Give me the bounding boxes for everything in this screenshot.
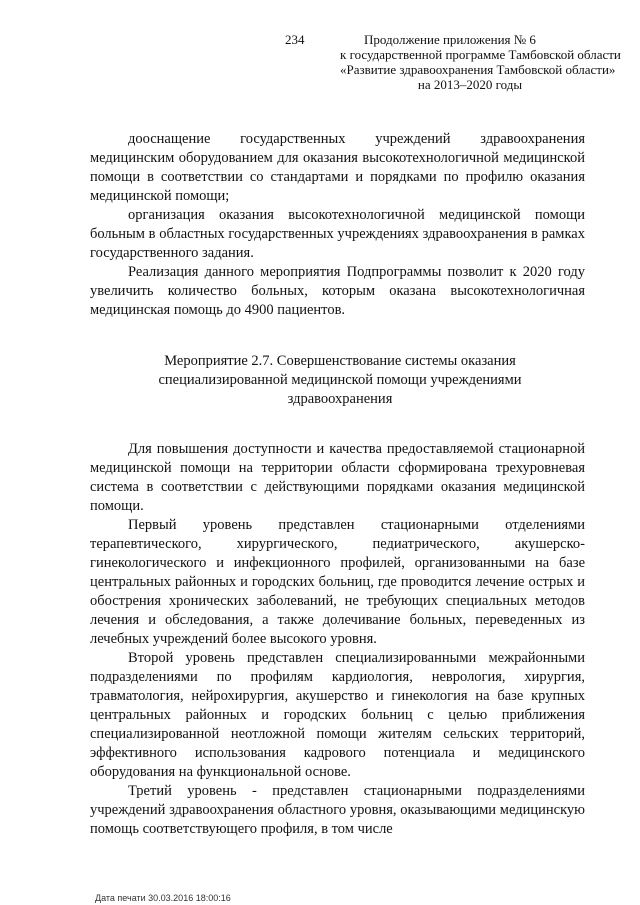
print-date-note: Дата печати 30.03.2016 18:00:16 [95, 893, 231, 903]
paragraph-equipment: дооснащение государственных учреждений здравоохранения медицинским оборудованием для оказания высокотехнологичной медицинской помощи в соответствии со стандартами и порядками по профилю оказания медицинской помощи; [90, 131, 585, 204]
paragraph-intro: Для повышения доступности и качества предоставляемой стационарной медицинской помощи на территории области сформирована трехуровневая система в соответствии с действующими порядками оказания медицинской помощи. [90, 441, 585, 514]
text-block-three-level-system [90, 440, 585, 839]
page-header [280, 32, 621, 92]
paragraph-first-level: Первый уровень представлен стационарными отделениями терапевтического, хирургического, педиатрического, акушерско-гинекологического и инфекционного профилей, организованными на базе центральных районных и городских больниц, где проводится лечение острых и обострения хронических заболеваний, не требующих специальных методов лечения и обследования, а также долечивание больных, переведенных из лечебных учреждений более высокого уровня. [90, 517, 585, 647]
page-number: 234 [285, 32, 305, 47]
header-line-program: к государственной программе Тамбовской области [340, 47, 621, 62]
paragraph-third-level: Третий уровень - представлен стационарными подразделениями учреждений здравоохранения областного уровня, оказывающими медицинскую помощь соответствующего профиля, в том числе [90, 783, 585, 837]
paragraph-second-level: Второй уровень представлен специализированными межрайонными подразделениями по профилям кардиология, неврология, хирургия, травматология, нейрохирургия, акушерство и гинекология на базе крупных центральных районных и городских больниц с целью приближения специализированной неотложной помощи жителям сельских территорий, эффективного использования кадрового потенциала и медицинского оборудования на функциональной основе. [90, 650, 585, 780]
paragraph-implementation: Реализация данного мероприятия Подпрограммы позволит к 2020 году увеличить количество больных, которым оказана высокотехнологичная медицинская помощь до 4900 пациентов. [90, 264, 585, 318]
section-title: Мероприятие 2.7. Совершенствование системы оказания специализированной медицинской помощи учреждениями здравоохранения [158, 353, 522, 407]
header-line-appendix: Продолжение приложения № 6 [364, 32, 536, 47]
text-block-equipment [90, 130, 585, 320]
header-line-program-title: «Развитие здравоохранения Тамбовской области» [340, 62, 616, 77]
header-line-years: на 2013–2020 годы [417, 77, 523, 92]
paragraph-organization: организация оказания высокотехнологичной медицинской помощи больным в областных государственных учреждениях здравоохранения в рамках государственного задания. [90, 207, 585, 261]
